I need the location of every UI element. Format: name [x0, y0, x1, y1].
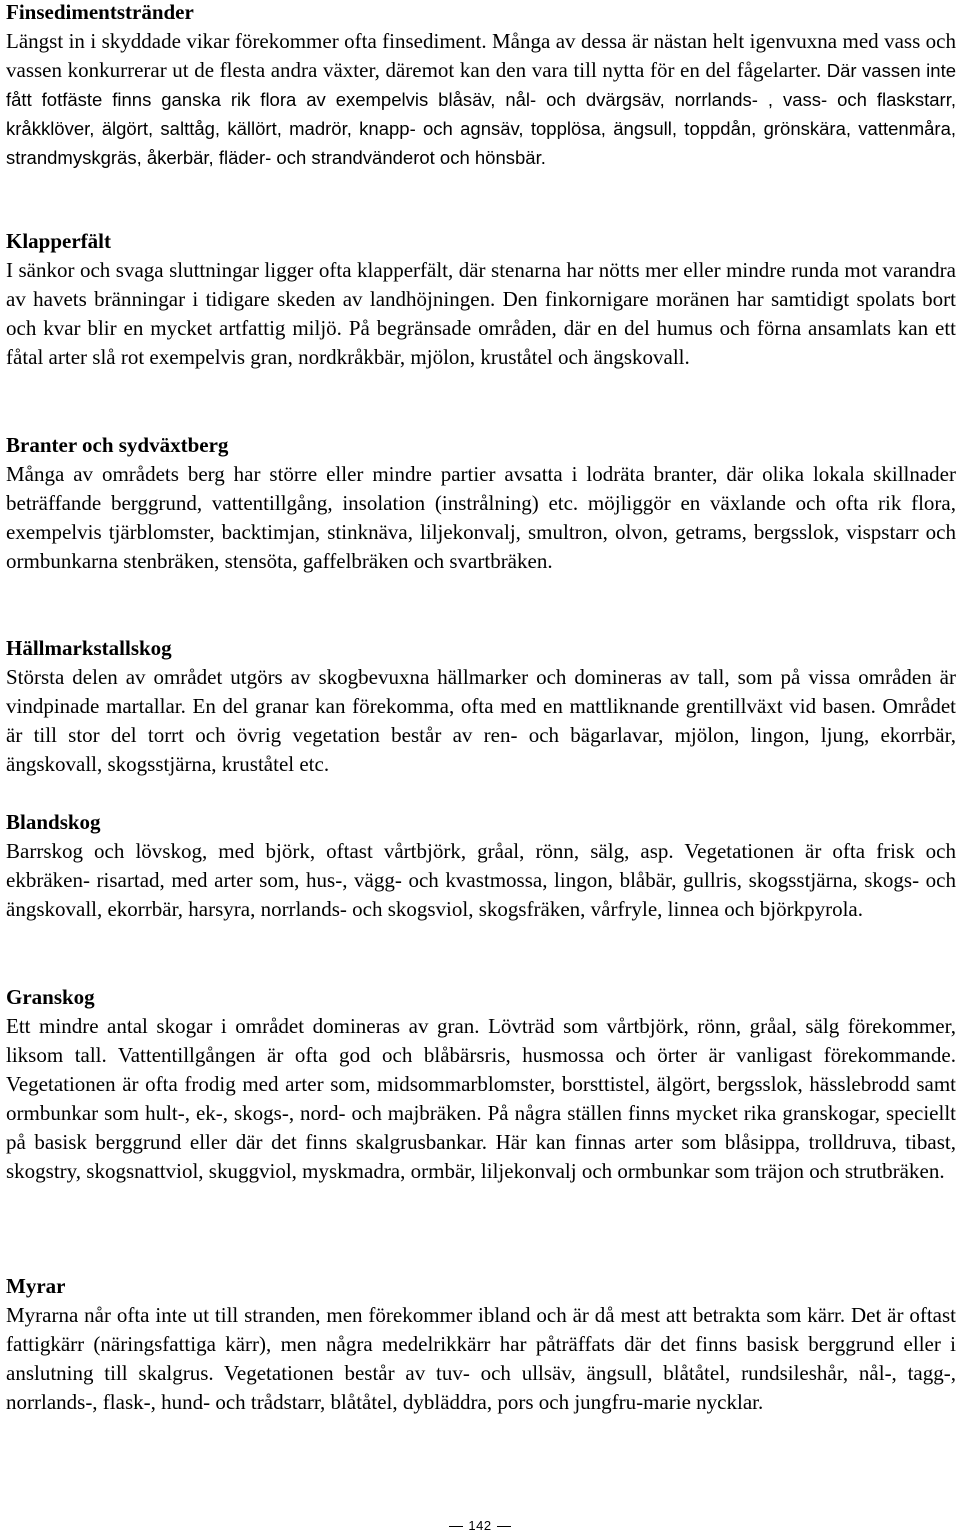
section-heading: Branter och sydväxtberg	[6, 433, 229, 457]
section-heading: Hällmarkstallskog	[6, 636, 172, 660]
section-klapperfalt	[6, 227, 956, 372]
section-finsedimentstrander	[6, 0, 956, 172]
section-branter-och-sydvaxtberg	[6, 431, 956, 576]
section-body	[6, 27, 956, 172]
body-text-sans: Där vassen inte fått fotfäste finns ganska rik flora av exempelvis blåsäv, nål- och dvärgsäv, norrlands- , vass- och flaskstarr, kråkklöver, älgört, salttåg, källört, madrör, knapp- och agnsäv, topplösa, ängsull, toppdån, grönskära, vattenmåra, strandmyskgräs, åkerbär, fläder- och strandvänderot och hönsbär.	[6, 60, 956, 168]
section-body: I sänkor och svaga sluttningar ligger ofta klapperfält, där stenarna har nötts mer eller mindre runda mot varandra av havets bränningar i tidigare skeden av landhöjningen. Den finkornigare moränen har samtidigt spolats bort och kvar blir en mycket artfattig miljö. På begränsade områden, där en del humus och förna ansamlats kan ett fåtal arter slå rot exempelvis gran, nordkråkbär, mjölon, kruståtel och ängskovall.	[6, 258, 956, 369]
section-body: Största delen av området utgörs av skogbevuxna hällmarker och domineras av tall, som på vissa områden är vindpinade martallar. En del granar kan förekomma, ofta med en mattliknande grentillväxt vid basen. Området är till stor del torrt och övrig vegetation består av ren- och bägarlavar, mjölon, lingon, ljung, ekorrbär, ängskovall, skogsstjärna, kruståtel etc.	[6, 665, 956, 776]
section-heading: Granskog	[6, 985, 95, 1009]
section-body: Ett mindre antal skogar i området domineras av gran. Lövträd som vårtbjörk, rönn, gråal, sälg förekommer, liksom tall. Vattentillgången är ofta god och blåbärsris, husmossa och örter är vanligast förekommande. Vegetationen är ofta frodig med arter som, midsommarblomster, borsttistel, älgört, bergsslok, hässlebrodd samt ormbunkar som hult-, ek-, skogs-, nord- och majbräken. På några ställen finns mycket rika granskogar, speciellt på basisk berggrund eller där det finns skalgrusbankar. Här kan finnas arter som blåsippa, trolldruva, tibast, skogstry, skogsnattviol, skuggviol, myskmadra, ormbär, liljekonvalj och ormbunkar som träjon och strutbräken.	[6, 1014, 956, 1183]
section-heading: Myrar	[6, 1274, 66, 1298]
section-heading: Blandskog	[6, 810, 101, 834]
footer-dash-left	[449, 1526, 463, 1527]
section-heading: Finsedimentstränder	[6, 0, 194, 24]
section-granskog	[6, 983, 956, 1186]
section-hallmarkstallskog	[6, 634, 956, 779]
section-myrar	[6, 1272, 956, 1417]
section-body: Många av områdets berg har större eller mindre partier avsatta i lodräta branter, där olika lokala skillnader beträffande berggrund, vattentillgång, insolation (instrålning) etc. möjliggör en växlande och ofta rik flora, exempelvis tjärblomster, backtimjan, stinknäva, liljekonvalj, smultron, olvon, getrams, bergsslok, vispstarr och ormbunkarna stenbräken, stensöta, gaffelbräken och svartbräken.	[6, 462, 956, 573]
body-text-serif: Längst in i skyddade vikar förekommer ofta finsediment. Många av dessa är nästan helt igenvuxna med vass och vassen konkurrerar ut de flesta andra växter, däremot kan den vara till nytta för en del fågelarter.	[6, 29, 956, 82]
section-body: Myrarna når ofta inte ut till stranden, men förekommer ibland och är då mest att betrakta som kärr. Det är oftast fattigkärr (näringsfattiga kärr), men några medelrikkärr har påträffats där det finns basisk berggrund eller i anslutning till skalgrus. Vegetationen består av tuv- och ullsäv, ängsull, blåtåtel, rundsileshår, nål-, tagg-, norrlands-, flask-, hund- och trådstarr, blåtåtel, dybläddra, pors och jungfru-marie nycklar.	[6, 1303, 956, 1414]
section-body: Barrskog och lövskog, med björk, oftast vårtbjörk, gråal, rönn, sälg, asp. Vegetationen är ofta frisk och ekbräken- risartad, med arter som, hus-, vägg- och kvastmossa, lingon, blåbär, gullris, skogsstjärna, skogs- och ängskovall, ekorrbär, harsyra, norrlands- och skogsviol, skogsfräken, vårfryle, linnea och björkpyrola.	[6, 839, 956, 921]
page-footer	[0, 1518, 960, 1534]
section-blandskog	[6, 808, 956, 924]
footer-dash-right	[497, 1526, 511, 1527]
section-heading: Klapperfält	[6, 229, 111, 253]
page-number: 142	[468, 1518, 492, 1533]
